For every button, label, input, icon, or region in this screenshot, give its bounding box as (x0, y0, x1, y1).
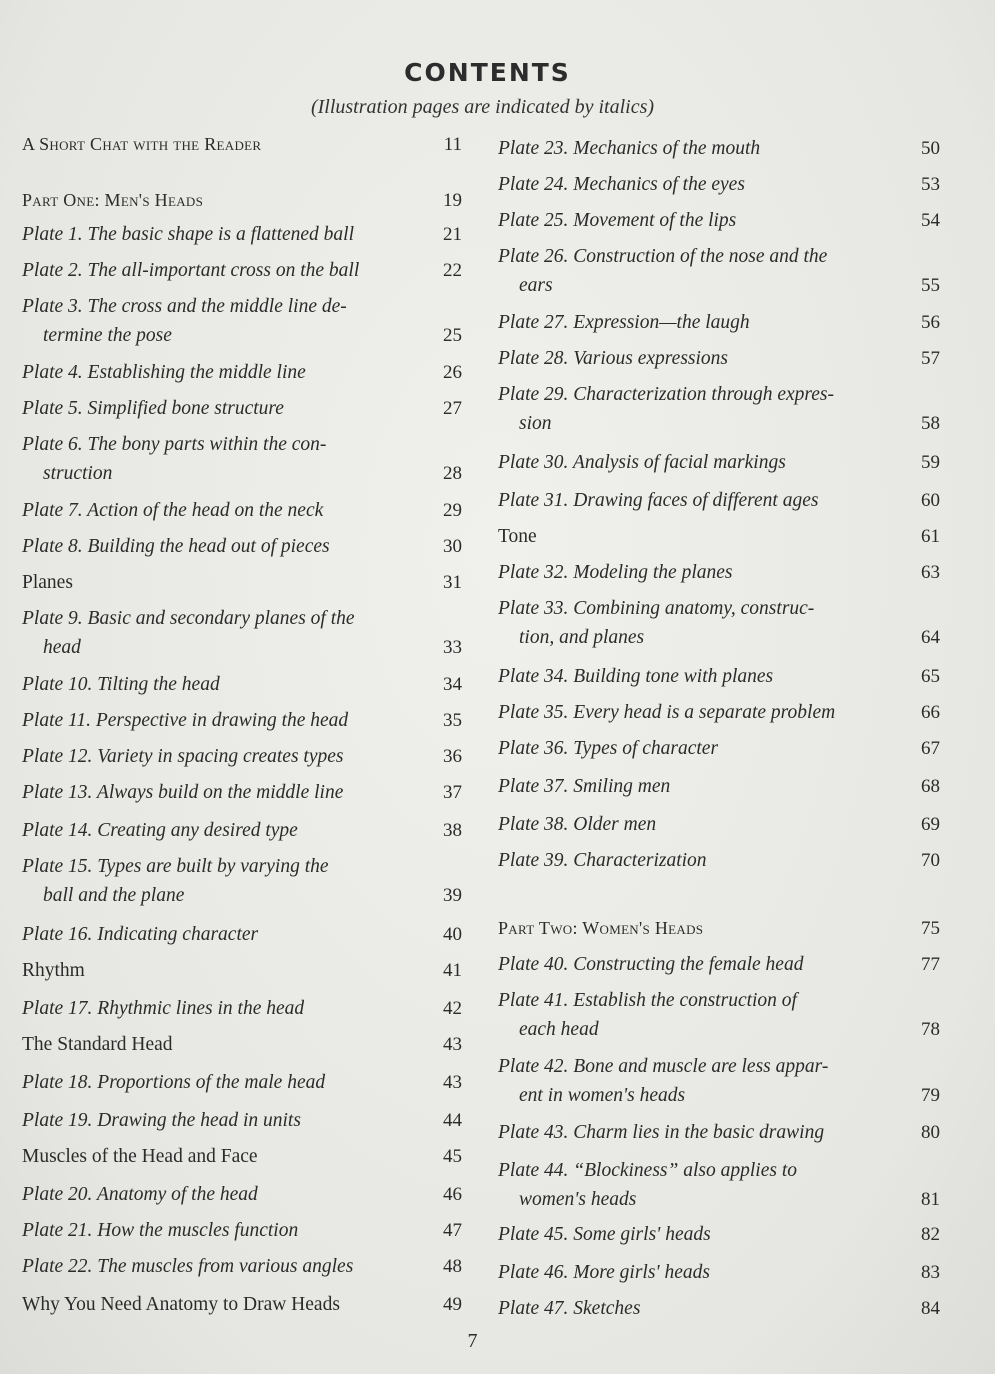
toc-entry-title-line: Plate 41. Establish the construction of (498, 990, 797, 1011)
toc-entry-title (498, 1052, 828, 1110)
toc-entry (498, 448, 940, 477)
toc-entry (22, 430, 462, 488)
toc-entry-page-number: 64 (921, 627, 940, 648)
toc-entry-page-number: 19 (443, 190, 462, 211)
toc-entry-title-line: Plate 45. Some girls' heads (498, 1224, 711, 1245)
toc-entry-title (22, 778, 343, 807)
toc-entry-title (498, 308, 750, 337)
toc-entry-page-number: 46 (443, 1184, 462, 1205)
toc-entry-title-line: Plate 22. The muscles from various angles (22, 1256, 354, 1277)
toc-entry-page-number: 69 (921, 814, 940, 835)
toc-entry-page-number: 27 (443, 398, 462, 419)
toc-entry-page-number: 58 (921, 413, 940, 434)
toc-entry-title-line: Plate 43. Charm lies in the basic drawing (498, 1122, 825, 1143)
toc-entry (498, 1294, 940, 1323)
toc-entry (22, 130, 462, 159)
toc-entry-page-number: 79 (921, 1085, 940, 1106)
toc-entry (498, 134, 940, 163)
toc-entry-title (22, 496, 323, 525)
toc-entry-title-continuation: struction (43, 463, 113, 484)
toc-entry (22, 852, 462, 910)
toc-entry-title (498, 134, 760, 163)
toc-entry-page-number: 55 (921, 275, 940, 296)
toc-entry (22, 1030, 462, 1059)
toc-entry-page-number: 66 (921, 702, 940, 723)
toc-entry (22, 742, 462, 771)
toc-entry-page-number: 26 (443, 362, 462, 383)
toc-entry-title-line: Rhythm (22, 960, 85, 981)
toc-entry-title (498, 810, 656, 839)
toc-entry (498, 558, 940, 587)
toc-entry-page-number: 41 (443, 960, 462, 981)
toc-entry (22, 604, 462, 662)
toc-entry (498, 846, 940, 875)
toc-entry-page-number: 33 (443, 637, 462, 658)
toc-entry-title-line: Plate 2. The all-important cross on the ball (22, 260, 360, 281)
page-title: CONTENTS (404, 58, 571, 87)
toc-entry (498, 772, 940, 801)
toc-entry-title-line: Why You Need Anatomy to Draw Heads (22, 1294, 340, 1315)
toc-entry-title (498, 1258, 710, 1287)
toc-entry-title-line: Plate 26. Construction of the nose and the (498, 246, 828, 267)
toc-entry (498, 380, 940, 438)
toc-entry-title-line: Plate 11. Perspective in drawing the head (22, 710, 349, 731)
toc-entry (498, 486, 940, 515)
toc-entry-title-line: Plate 29. Characterization through expres- (498, 384, 834, 405)
toc-entry-title (22, 394, 284, 423)
toc-entry-title-line: Plate 17. Rhythmic lines in the head (22, 998, 305, 1019)
toc-entry-title-line: Plate 14. Creating any desired type (22, 820, 298, 841)
toc-entry (498, 662, 940, 691)
toc-entry (498, 810, 940, 839)
toc-entry-title-line: Plate 19. Drawing the head in units (22, 1110, 301, 1131)
toc-entry-title-line: Plate 8. Building the head out of pieces (22, 536, 330, 557)
toc-entry-page-number: 25 (443, 325, 462, 346)
toc-entry-page-number: 30 (443, 536, 462, 557)
toc-entry-title (498, 950, 803, 979)
toc-entry-title (22, 1216, 298, 1245)
toc-entry-title-line: Planes (22, 572, 73, 593)
toc-entry-title (22, 742, 344, 771)
toc-entry-title-continuation: termine the pose (43, 325, 172, 346)
toc-entry-title-continuation: ears (519, 275, 553, 296)
toc-entry-page-number: 82 (921, 1224, 940, 1245)
toc-entry-page-number: 34 (443, 674, 462, 695)
toc-entry-title-line: Plate 21. How the muscles function (22, 1220, 299, 1241)
toc-entry-page-number: 36 (443, 746, 462, 767)
toc-entry-title-continuation: each head (519, 1019, 599, 1040)
toc-entry-title (22, 532, 330, 561)
toc-entry-page-number: 22 (443, 260, 462, 281)
toc-entry-page-number: 61 (921, 526, 940, 547)
toc-entry-title-line: Plate 46. More girls' heads (498, 1262, 710, 1283)
toc-entry-page-number: 29 (443, 500, 462, 521)
toc-entry-title (22, 292, 347, 350)
toc-entry-title-line: Plate 24. Mechanics of the eyes (498, 174, 745, 195)
toc-entry (22, 920, 462, 949)
toc-entry-title-line: Plate 34. Building tone with planes (498, 666, 774, 687)
toc-entry-title-line: Plate 36. Types of character (498, 738, 719, 759)
toc-entry-page-number: 57 (921, 348, 940, 369)
toc-entry (498, 950, 940, 979)
toc-entry-title-line: Plate 1. The basic shape is a flattened ball (22, 224, 355, 245)
toc-entry-title-line: Plate 3. The cross and the middle line de- (22, 296, 347, 317)
toc-entry-title-line: Plate 5. Simplified bone structure (22, 398, 284, 419)
toc-entry-title-line: Plate 27. Expression—the laugh (498, 312, 750, 333)
toc-entry (22, 1180, 462, 1209)
toc-entry (22, 220, 462, 249)
toc-entry (22, 1252, 462, 1281)
toc-entry-title (498, 170, 745, 199)
toc-entry-title (498, 986, 797, 1044)
toc-entry (22, 532, 462, 561)
toc-entry-page-number: 83 (921, 1262, 940, 1283)
toc-entry-title (498, 486, 818, 515)
toc-entry-title (498, 698, 835, 727)
toc-entry-title-line: The Standard Head (22, 1034, 173, 1055)
toc-entry-title-line: Tone (498, 526, 537, 547)
toc-entry-page-number: 38 (443, 820, 462, 841)
toc-entry-title (22, 1106, 301, 1135)
toc-entry-title (498, 1118, 824, 1147)
toc-entry-title (22, 568, 73, 597)
toc-entry-page-number: 40 (443, 924, 462, 945)
toc-entry (498, 734, 940, 763)
toc-entry-title-line: Plate 32. Modeling the planes (498, 562, 733, 583)
toc-entry-page-number: 11 (443, 134, 462, 155)
toc-entry-title-line: Plate 20. Anatomy of the head (22, 1184, 258, 1205)
toc-entry-title-line: Plate 12. Variety in spacing creates types (22, 746, 344, 767)
toc-entry-title (498, 1220, 711, 1249)
toc-entry-title-line: Plate 28. Various expressions (498, 348, 729, 369)
toc-entry-title-continuation: ball and the plane (43, 885, 185, 906)
toc-entry-page-number: 43 (443, 1072, 462, 1093)
toc-entry-title-continuation: head (43, 637, 81, 658)
toc-entry (22, 358, 462, 387)
toc-entry-title (22, 186, 203, 215)
toc-entry (498, 242, 940, 300)
toc-entry-title-line: Plate 38. Older men (498, 814, 657, 835)
toc-entry-title-line: Plate 15. Types are built by varying the (22, 856, 329, 877)
toc-entry-page-number: 84 (921, 1298, 940, 1319)
toc-entry-title (22, 1142, 258, 1171)
toc-entry-title-line: Plate 47. Sketches (498, 1298, 641, 1319)
toc-entry-title (498, 594, 814, 652)
toc-entry (498, 1156, 940, 1214)
toc-entry (498, 698, 940, 727)
toc-entry-page-number: 47 (443, 1220, 462, 1241)
toc-entry-title-continuation: sion (519, 413, 552, 434)
toc-entry (22, 1106, 462, 1135)
toc-entry-title (22, 130, 261, 159)
toc-entry-title-line: Plate 42. Bone and muscle are less appar- (498, 1056, 829, 1077)
toc-entry-title (498, 1294, 640, 1323)
toc-entry (22, 496, 462, 525)
toc-entry-title (22, 956, 85, 985)
toc-entry-title (498, 662, 773, 691)
toc-entry-page-number: 35 (443, 710, 462, 731)
toc-entry-title-line: A Short Chat with the Reader (22, 134, 262, 154)
toc-entry-title-line: Part Two: Women's Heads (498, 918, 704, 938)
toc-entry-title (22, 852, 329, 910)
toc-entry-title (22, 1252, 353, 1281)
toc-entry-page-number: 37 (443, 782, 462, 803)
toc-entry-page-number: 80 (921, 1122, 940, 1143)
toc-entry-title-line: Part One: Men's Heads (22, 190, 204, 210)
toc-entry-title-line: Plate 6. The bony parts within the con- (22, 434, 327, 455)
toc-entry-title (22, 358, 306, 387)
toc-entry-title (498, 772, 670, 801)
toc-entry-title (22, 920, 258, 949)
toc-entry (22, 1068, 462, 1097)
toc-entry (498, 1220, 940, 1249)
toc-entry-title (22, 1290, 340, 1319)
toc-entry-title-line: Plate 40. Constructing the female head (498, 954, 804, 975)
toc-entry (22, 568, 462, 597)
toc-entry-title-line: Plate 9. Basic and secondary planes of the (22, 608, 355, 629)
toc-entry-page-number: 54 (921, 210, 940, 231)
toc-entry-page-number: 44 (443, 1110, 462, 1131)
toc-entry-title (22, 1068, 325, 1097)
toc-entry-title (498, 206, 736, 235)
toc-entry-page-number: 21 (443, 224, 462, 245)
toc-entry-title (22, 670, 220, 699)
toc-entry-title (22, 816, 298, 845)
toc-entry (498, 1258, 940, 1287)
toc-entry-page-number: 81 (921, 1189, 940, 1210)
toc-entry-title-line: Plate 13. Always build on the middle line (22, 782, 344, 803)
toc-entry-page-number: 63 (921, 562, 940, 583)
toc-entry-title-continuation: tion, and planes (519, 627, 645, 648)
toc-entry (22, 670, 462, 699)
toc-entry (22, 1290, 462, 1319)
toc-entry-title (498, 914, 703, 943)
toc-entry (22, 256, 462, 285)
toc-entry-page-number: 42 (443, 998, 462, 1019)
toc-entry-page-number: 43 (443, 1034, 462, 1055)
toc-entry (22, 1142, 462, 1171)
toc-entry-title-line: Plate 25. Movement of the lips (498, 210, 737, 231)
toc-entry-title (498, 734, 718, 763)
toc-entry-title-line: Plate 35. Every head is a separate problem (498, 702, 836, 723)
toc-entry-title (22, 430, 326, 488)
toc-entry-title (22, 706, 348, 735)
toc-entry (22, 706, 462, 735)
toc-entry (498, 522, 940, 551)
toc-entry-title-line: Plate 10. Tilting the head (22, 674, 220, 695)
toc-entry-page-number: 77 (921, 954, 940, 975)
page-subtitle: (Illustration pages are indicated by italics) (310, 96, 655, 118)
toc-entry-title-line: Plate 33. Combining anatomy, construc- (498, 598, 815, 619)
toc-entry-page-number: 49 (443, 1294, 462, 1315)
toc-entry (498, 1052, 940, 1110)
toc-entry-page-number: 70 (921, 850, 940, 871)
toc-entry-title-line: Plate 7. Action of the head on the neck (22, 500, 324, 521)
toc-entry (22, 1216, 462, 1245)
toc-entry-page-number: 67 (921, 738, 940, 759)
toc-entry (498, 344, 940, 373)
toc-entry-title (498, 448, 786, 477)
toc-entry-title-continuation: women's heads (519, 1189, 637, 1210)
toc-entry (498, 308, 940, 337)
toc-entry (498, 914, 940, 943)
toc-entry-title (22, 994, 304, 1023)
toc-entry-title (22, 1030, 173, 1059)
toc-entry-title-line: Plate 4. Establishing the middle line (22, 362, 306, 383)
toc-entry-title (498, 558, 733, 587)
toc-entry-title (498, 1156, 797, 1214)
toc-entry-page-number: 60 (921, 490, 940, 511)
toc-entry-title (498, 242, 827, 300)
toc-entry (498, 1118, 940, 1147)
toc-entry-title-line: Plate 18. Proportions of the male head (22, 1072, 326, 1093)
toc-entry (22, 186, 462, 215)
toc-entry (498, 170, 940, 199)
toc-entry-title-line: Plate 44. “Blockiness” also applies to (498, 1160, 797, 1181)
toc-entry-page-number: 31 (443, 572, 462, 593)
toc-entry-page-number: 53 (921, 174, 940, 195)
toc-entry-page-number: 50 (921, 138, 940, 159)
toc-entry-page-number: 39 (443, 885, 462, 906)
toc-entry (22, 394, 462, 423)
toc-entry-title (498, 344, 728, 373)
toc-entry-title (22, 1180, 258, 1209)
toc-entry-title (498, 846, 707, 875)
toc-entry (22, 816, 462, 845)
toc-entry (498, 986, 940, 1044)
toc-entry (22, 292, 462, 350)
toc-entry-page-number: 59 (921, 452, 940, 473)
toc-entry-page-number: 45 (443, 1146, 462, 1167)
toc-entry-title-line: Muscles of the Head and Face (22, 1146, 258, 1167)
toc-entry-title (22, 256, 359, 285)
toc-entry-page-number: 68 (921, 776, 940, 797)
toc-entry-title-continuation: ent in women's heads (519, 1085, 686, 1106)
toc-entry (498, 594, 940, 652)
toc-entry-page-number: 56 (921, 312, 940, 333)
toc-entry (22, 956, 462, 985)
page-number: 7 (467, 1330, 478, 1352)
toc-entry-title (22, 220, 354, 249)
toc-entry-title-line: Plate 31. Drawing faces of different ages (498, 490, 819, 511)
toc-entry (22, 778, 462, 807)
toc-entry (498, 206, 940, 235)
toc-entry-title-line: Plate 37. Smiling men (498, 776, 671, 797)
toc-entry-page-number: 65 (921, 666, 940, 687)
toc-entry-title (498, 522, 537, 551)
toc-entry-page-number: 28 (443, 463, 462, 484)
toc-entry-title-line: Plate 16. Indicating character (22, 924, 259, 945)
toc-entry-title-line: Plate 30. Analysis of facial markings (498, 452, 786, 473)
toc-entry-title-line: Plate 39. Characterization (498, 850, 707, 871)
toc-entry-title (498, 380, 834, 438)
toc-entry-title (22, 604, 355, 662)
toc-entry-title-line: Plate 23. Mechanics of the mouth (498, 138, 761, 159)
toc-entry-page-number: 48 (443, 1256, 462, 1277)
toc-entry-page-number: 75 (921, 918, 940, 939)
toc-entry-page-number: 78 (921, 1019, 940, 1040)
toc-entry (22, 994, 462, 1023)
